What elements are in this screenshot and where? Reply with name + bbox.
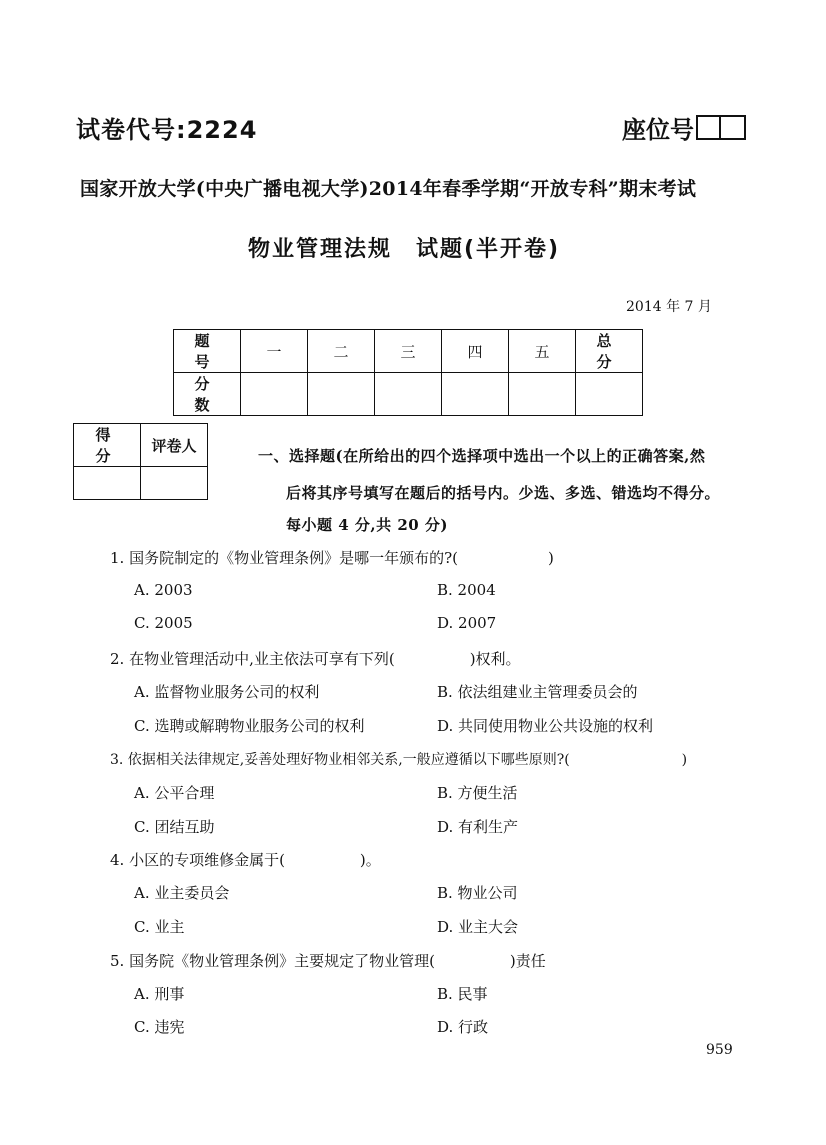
question-4-option-b: B. 物业公司 bbox=[437, 884, 518, 902]
score-cell-header: 三 bbox=[375, 330, 442, 373]
seat-label: 座位号 bbox=[622, 116, 694, 144]
score-cell bbox=[241, 373, 308, 416]
section-instructions-line-3: 每小题 4 分,共 20 分) bbox=[286, 516, 449, 534]
question-4-option-a: A. 业主委员会 bbox=[134, 884, 230, 902]
question-3-option-d: D. 有利生产 bbox=[437, 818, 519, 836]
grader-table bbox=[73, 423, 208, 500]
question-1-option-c: C. 2005 bbox=[134, 614, 193, 632]
grader-table-blank-row bbox=[74, 467, 208, 500]
question-3-option-c: C. 团结互助 bbox=[134, 818, 215, 836]
question-4-stem: 4. 小区的专项维修金属于( )。 bbox=[110, 851, 381, 869]
question-5-option-b: B. 民事 bbox=[437, 985, 488, 1003]
seat-box bbox=[696, 115, 721, 140]
score-cell bbox=[308, 373, 375, 416]
paper-code: 试卷代号:2224 bbox=[76, 116, 258, 144]
question-5-stem: 5. 国务院《物业管理条例》主要规定了物业管理( )责任 bbox=[110, 952, 546, 970]
score-cell bbox=[442, 373, 509, 416]
seat-boxes bbox=[696, 115, 746, 140]
grader-score-cell bbox=[74, 467, 141, 500]
question-4-option-c: C. 业主 bbox=[134, 918, 185, 936]
grader-name-label: 评卷人 bbox=[141, 424, 208, 467]
grader-name-cell bbox=[141, 467, 208, 500]
score-table-header-row bbox=[174, 330, 643, 373]
question-5-option-c: C. 违宪 bbox=[134, 1018, 185, 1036]
seat-box bbox=[721, 115, 746, 140]
question-4-option-d: D. 业主大会 bbox=[437, 918, 519, 936]
score-cell-label: 分 数 bbox=[174, 373, 241, 416]
exam-date: 2014 年 7 月 bbox=[626, 299, 712, 315]
question-1-option-a: A. 2003 bbox=[134, 581, 193, 599]
question-1-stem: 1. 国务院制定的《物业管理条例》是哪一年颁布的?( ) bbox=[110, 549, 554, 567]
score-cell-header: 一 bbox=[241, 330, 308, 373]
exam-title: 国家开放大学(中央广播电视大学)2014年春季学期“开放专科”期末考试 bbox=[80, 178, 697, 200]
score-cell-header: 题 号 bbox=[174, 330, 241, 373]
question-1-option-d: D. 2007 bbox=[437, 614, 497, 632]
score-table bbox=[173, 329, 647, 416]
question-2-stem: 2. 在物业管理活动中,业主依法可享有下列( )权利。 bbox=[110, 650, 521, 668]
question-2-option-d: D. 共同使用物业公共设施的权利 bbox=[437, 717, 654, 735]
grader-score-label: 得 分 bbox=[74, 424, 141, 467]
question-3-stem: 3. 依据相关法律规定,妥善处理好物业相邻关系,一般应遵循以下哪些原则?( ) bbox=[110, 752, 688, 768]
score-cell-header: 二 bbox=[308, 330, 375, 373]
score-table-score-row bbox=[174, 373, 643, 416]
score-cell-header: 四 bbox=[442, 330, 509, 373]
score-cell-header: 五 bbox=[509, 330, 576, 373]
question-2-option-a: A. 监督物业服务公司的权利 bbox=[134, 683, 320, 701]
section-instructions-line-1: 一、选择题(在所给出的四个选择项中选出一个以上的正确答案,然 bbox=[258, 447, 706, 465]
question-5-option-d: D. 行政 bbox=[437, 1018, 489, 1036]
question-2-option-b: B. 依法组建业主管理委员会的 bbox=[437, 683, 638, 701]
paper-title: 物业管理法规 试题(半开卷) bbox=[248, 237, 561, 262]
grader-table-header-row bbox=[74, 424, 208, 467]
seat-number bbox=[622, 110, 746, 145]
question-1-option-b: B. 2004 bbox=[437, 581, 496, 599]
score-cell bbox=[576, 373, 643, 416]
score-cell bbox=[375, 373, 442, 416]
score-cell bbox=[509, 373, 576, 416]
question-5-option-a: A. 刑事 bbox=[134, 985, 185, 1003]
section-instructions-line-2: 后将其序号填写在题后的括号内。少选、多选、错选均不得分。 bbox=[286, 484, 721, 502]
score-cell-header: 总 分 bbox=[576, 330, 643, 373]
page-number: 959 bbox=[706, 1042, 733, 1058]
question-3-option-b: B. 方便生活 bbox=[437, 784, 518, 802]
question-2-option-c: C. 选聘或解聘物业服务公司的权利 bbox=[134, 717, 365, 735]
question-3-option-a: A. 公平合理 bbox=[134, 784, 215, 802]
